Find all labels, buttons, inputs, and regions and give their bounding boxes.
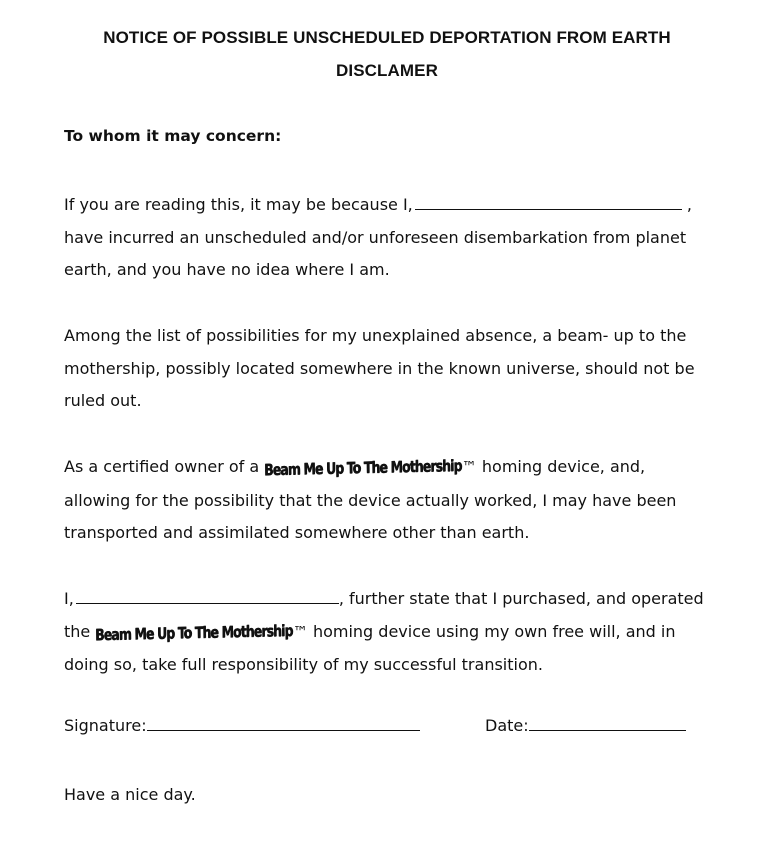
signature-field (64, 715, 420, 735)
p4-line2-before: the (64, 621, 96, 641)
brand-name-logo: Beam Me Up To The Mothership (264, 455, 462, 479)
signature-blank-line (147, 715, 420, 731)
date-blank-line (529, 715, 686, 731)
document-title: NOTICE OF POSSIBLE UNSCHEDULED DEPORTATION FROM EARTH (103, 28, 671, 47)
paragraph-1-line-1 (64, 189, 754, 222)
date-field (485, 715, 686, 735)
document-subtitle: DISCLAMER (336, 61, 438, 80)
paragraph-1 (64, 189, 754, 287)
p4-line1-before: I, (64, 589, 74, 608)
salutation: To whom it may concern: (64, 127, 282, 145)
paragraph-3-line-1 (64, 451, 754, 485)
p1-line1-comma: , (681, 195, 692, 214)
paragraph-2-line-2: mothership, possibly located somewhere in the known universe, should not be (64, 358, 695, 378)
signature-label: Signature: (64, 716, 147, 735)
paragraph-4-line-1 (64, 583, 754, 616)
paragraph-1-line-2: have incurred an unscheduled and/or unforeseen disembarkation from planet (64, 227, 687, 247)
name-blank-line-1 (415, 194, 682, 210)
paragraph-2 (64, 320, 754, 418)
date-label: Date: (485, 716, 529, 735)
name-blank-line-2 (76, 588, 339, 604)
brand-name-logo: Beam Me Up To The Mothership (95, 620, 293, 644)
p4-line1-after: , further state that I purchased, and operated (338, 589, 704, 608)
trademark-symbol: ™ (292, 622, 308, 641)
trademark-symbol: ™ (461, 458, 477, 476)
paragraph-1-line-3: earth, and you have no idea where I am. (64, 260, 390, 279)
p3-line1-before: As a certified owner of a (64, 457, 265, 476)
paragraph-2-line-3: ruled out. (64, 391, 142, 410)
paragraph-3-line-3: transported and assimilated somewhere other than earth. (64, 523, 530, 542)
paragraph-4 (64, 583, 754, 682)
p1-line1-text: If you are reading this, it may be because I, (64, 195, 413, 214)
closing-line: Have a nice day. (64, 785, 196, 804)
paragraph-2-line-1: Among the list of possibilities for my unexplained absence, a beam- up to the (64, 326, 687, 345)
p4-line2-after: homing device using my own free will, and in (307, 621, 676, 641)
paragraph-4-line-2 (64, 616, 754, 650)
paragraph-4-line-3: doing so, take full responsibility of my successful transition. (64, 655, 543, 674)
paragraph-3 (64, 451, 754, 550)
p3-line1-after: homing device, and, (476, 457, 646, 476)
paragraph-3-line-2: allowing for the possibility that the device actually worked, I may have been (64, 490, 677, 510)
